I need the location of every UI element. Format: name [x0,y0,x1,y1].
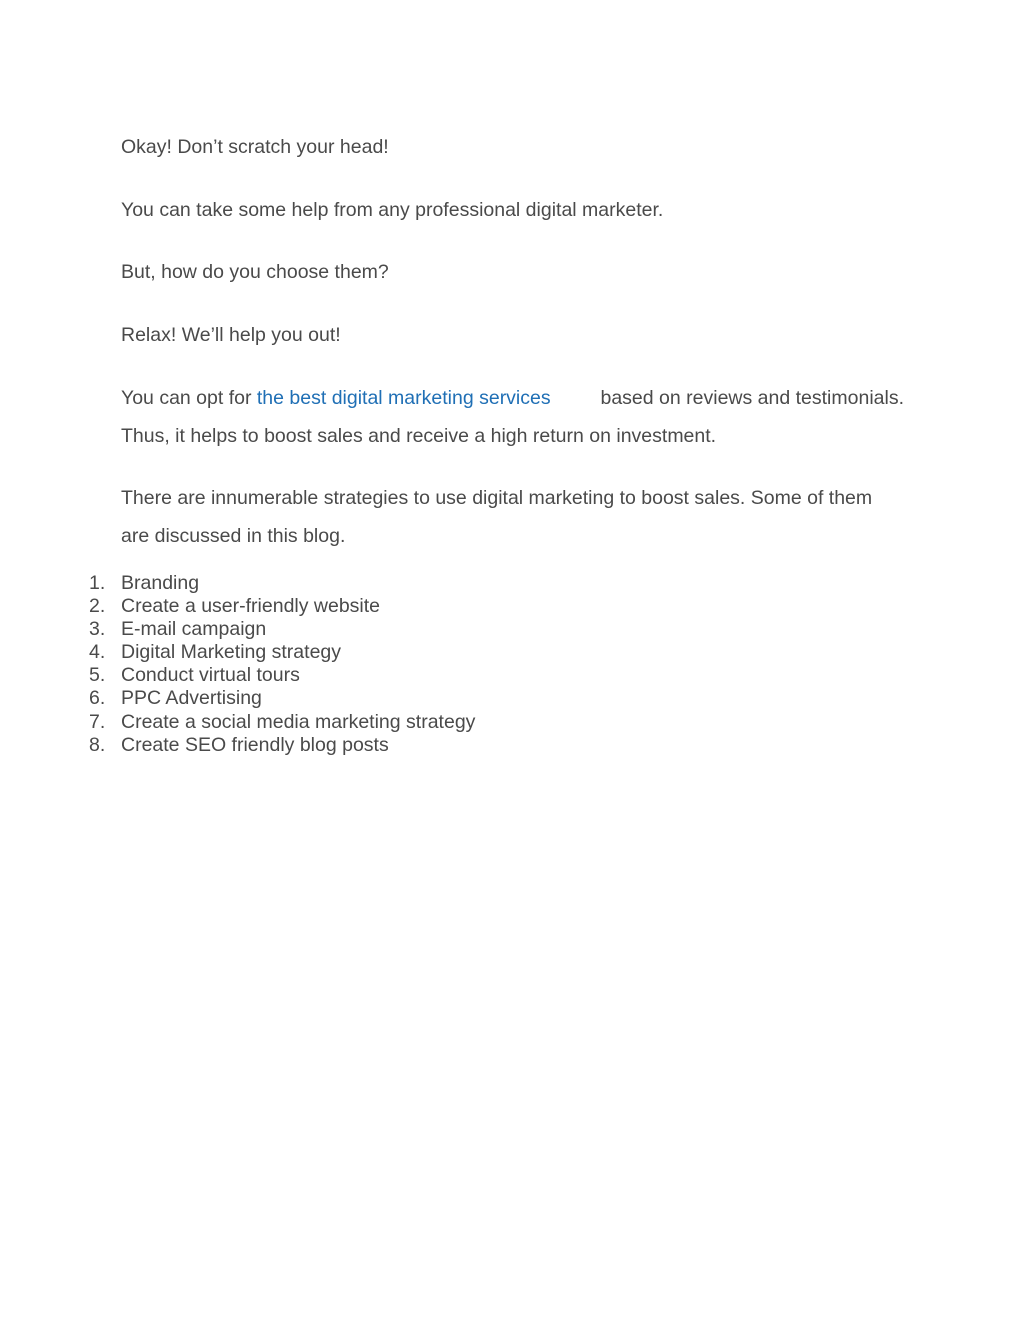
paragraph-opt-for-line1 [121,379,904,417]
list-text: E-mail campaign [121,618,267,641]
paragraph-strategies-line1: There are innumerable strategies to use digital marketing to boost sales. Some of them [121,487,873,509]
list-text: PPC Advertising [121,687,262,710]
paragraph-help: You can take some help from any professional digital marketer. [121,199,664,221]
best-digital-marketing-services-link[interactable]: the best digital marketing services [256,387,551,409]
opt-for-text: You can opt for [121,387,257,409]
paragraph-relax: Relax! We’ll help you out! [121,324,341,346]
list-number: 3. [89,618,106,641]
list-number: 1. [89,572,106,594]
list-number: 2. [89,595,106,618]
list-number: 8. [89,733,106,756]
list-text: Digital Marketing strategy [121,641,342,664]
list-text: Create a social media marketing strategy [121,710,476,733]
list-number: 4. [89,641,106,664]
opt-for-prefix [121,379,551,417]
list-number: 6. [89,687,106,710]
paragraph-opt-for [121,379,904,455]
paragraph-question: But, how do you choose them? [121,261,389,283]
list-number: 5. [89,664,106,687]
list-number: 7. [89,710,106,733]
list-text: Conduct virtual tours [121,664,300,687]
paragraph-strategies [121,479,904,555]
list-text: Create SEO friendly blog posts [121,733,389,756]
list-text: Create a user-friendly website [121,595,381,618]
paragraph-strategies-line2: are discussed in this blog. [121,525,346,547]
paragraph-okay: Okay! Don’t scratch your head! [121,136,389,158]
paragraph-opt-for-line2: Thus, it helps to boost sales and receive a high return on investment. [121,425,717,447]
opt-for-suffix: based on reviews and testimonials. [595,387,904,409]
list-text: Branding [121,572,200,594]
